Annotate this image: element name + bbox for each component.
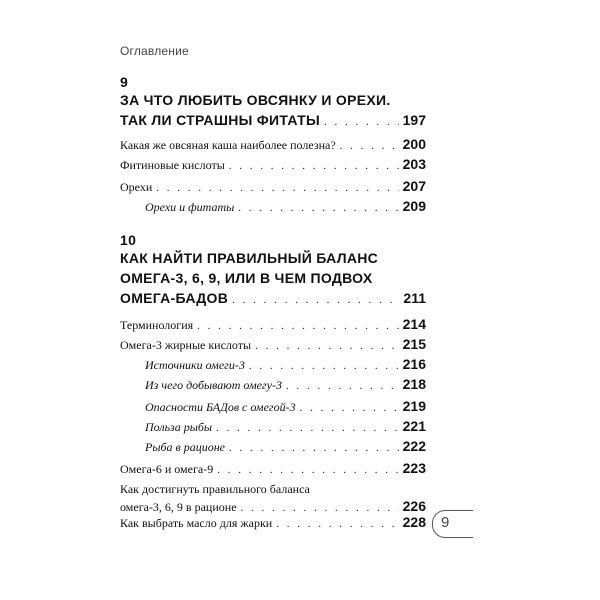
toc-subentry-page: 221 [402, 418, 426, 434]
running-head: Оглавление [120, 44, 189, 58]
toc-entry-title: Орехи [120, 180, 153, 194]
toc-subentry-page: 219 [402, 398, 426, 414]
dot-leader [249, 360, 399, 372]
toc-subentry-page: 209 [402, 198, 426, 214]
toc-entry-page: 228 [402, 514, 426, 530]
chapter-9-number: 9 [120, 74, 129, 90]
toc-entry-title: Какая же овсяная каша наиболее полезна? [120, 138, 336, 152]
toc-entry-page: 226 [402, 498, 426, 514]
dot-leader [216, 422, 399, 434]
toc-entry-title-line-1: Как достигнуть правильного баланса [120, 482, 310, 496]
toc-subentry[interactable] [145, 356, 426, 376]
dot-leader [324, 116, 399, 128]
toc-subentry-title: Источники омеги-3 [145, 358, 245, 372]
toc-entry[interactable] [120, 316, 426, 336]
toc-entry-title: Как выбрать масло для жарки [120, 516, 273, 530]
toc-entry-page: 200 [402, 136, 426, 152]
toc-entry[interactable] [120, 156, 426, 176]
toc-subentry-title: Орехи и фитаты [145, 200, 235, 214]
chapter-10-title-line-2: ОМЕГА-3, 6, 9, ИЛИ В ЧЕМ ПОДВОХ [120, 270, 373, 286]
toc-entry-page: 215 [402, 336, 426, 352]
toc-entry[interactable] [120, 178, 426, 198]
toc-entry[interactable] [120, 336, 426, 356]
toc-entry-page: 207 [402, 178, 426, 194]
toc-subentry[interactable] [145, 376, 426, 396]
toc-entry[interactable] [120, 460, 426, 480]
dot-leader [286, 380, 399, 392]
toc-subentry[interactable] [145, 438, 426, 458]
toc-entry-title: Омега-6 и омега-9 [120, 462, 214, 476]
dot-leader [255, 340, 399, 352]
dot-leader [232, 294, 399, 306]
toc-subentry-title: Из чего добывают омегу-3 [145, 378, 282, 392]
toc-entry-page: 223 [402, 460, 426, 476]
chapter-10-page: 211 [403, 290, 426, 306]
dot-leader [300, 402, 399, 414]
dot-leader [229, 160, 399, 172]
toc-subentry[interactable] [145, 398, 426, 418]
toc-entry-title: Фитиновые кислоты [120, 158, 225, 172]
dot-leader [340, 140, 399, 152]
toc-subentry-title: Рыба в рационе [145, 440, 225, 454]
toc-entry-title: Омега-3 жирные кислоты [120, 338, 252, 352]
dot-leader [197, 320, 398, 332]
toc-entry-page: 203 [402, 156, 426, 172]
dot-leader [217, 464, 398, 476]
dot-leader [276, 518, 398, 530]
dot-leader [156, 182, 398, 194]
dot-leader [238, 202, 398, 214]
dot-leader [229, 442, 399, 454]
page-number: 9 [441, 514, 450, 531]
page-number-tab [432, 510, 473, 538]
toc-subentry-page: 216 [402, 356, 426, 372]
toc-entry-title-line-2: омега-3, 6, 9 в рационе [120, 500, 237, 514]
toc-subentry-page: 218 [402, 376, 426, 392]
chapter-9-title-line-1: ЗА ЧТО ЛЮБИТЬ ОВСЯНКУ И ОРЕХИ. [120, 92, 391, 108]
chapter-10-title-line-1: КАК НАЙТИ ПРАВИЛЬНЫЙ БАЛАНС [120, 250, 379, 266]
toc-subentry[interactable] [145, 418, 426, 438]
toc-subentry-title: Опасности БАДов с омегой-3 [145, 400, 296, 414]
chapter-10-number: 10 [120, 232, 137, 248]
toc-entry[interactable] [120, 136, 426, 156]
chapter-10-title-row[interactable] [120, 288, 426, 308]
toc-subentry-page: 222 [402, 438, 426, 454]
chapter-9-title-line-2: ТАК ЛИ СТРАШНЫ ФИТАТЫ [120, 112, 320, 128]
dot-leader [241, 502, 399, 514]
toc-entry-page: 214 [402, 316, 426, 332]
chapter-10-title-line-3: ОМЕГА-БАДОВ [120, 290, 229, 306]
chapter-9-page: 197 [402, 112, 426, 128]
toc-subentry[interactable] [145, 198, 426, 218]
toc-entry[interactable] [120, 514, 426, 534]
toc-subentry-title: Польза рыбы [145, 420, 213, 434]
toc-entry-multiline[interactable] [120, 480, 426, 518]
toc-entry-title: Терминология [120, 318, 194, 332]
chapter-9-title-row[interactable] [120, 110, 426, 130]
